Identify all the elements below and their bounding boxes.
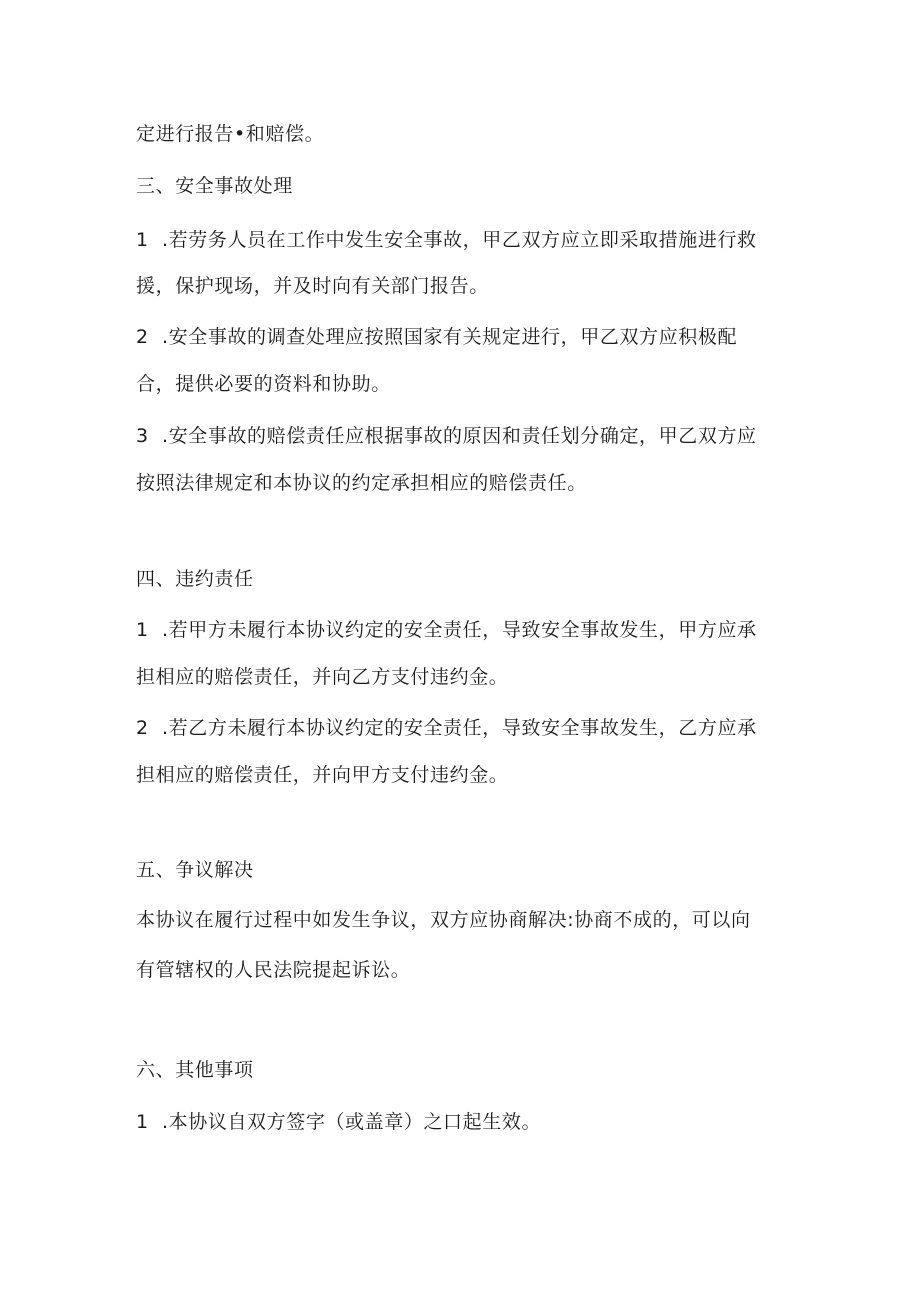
dispute-paragraph-line-1: 本协议在履行过程中如发生争议，双方应协商解决:协商不成的，可以向 (136, 909, 751, 931)
clause-3-3-line-2: 按照法律规定和本协议的约定承担相应的赔偿责任。 (136, 472, 587, 494)
clause-number: 2 (136, 717, 149, 739)
clause-text: .若乙方未履行本协议约定的安全责任，导致安全事故发生，乙方应承 (162, 717, 757, 739)
clause-text: .安全事故的调查处理应按照国家有关规定进行，甲乙双方应积极配 (162, 326, 738, 348)
section-heading-4: 四、违约责任 (136, 568, 254, 590)
section-heading-5: 五、争议解决 (136, 859, 254, 881)
clause-4-1-line-1 (136, 618, 757, 642)
clause-6-1-line-1 (136, 1110, 541, 1134)
clause-3-3-line-1 (136, 424, 757, 448)
clause-number: 3 (136, 425, 149, 447)
clause-3-2-line-1 (136, 325, 737, 349)
clause-4-1-line-2: 担相应的赔偿责任，并向乙方支付违约金。 (136, 666, 509, 688)
clause-text: .本协议自双方签字（或盖章）之口起生效。 (162, 1111, 542, 1133)
clause-number: 1 (136, 229, 149, 251)
clause-4-2-line-1 (136, 716, 757, 740)
clause-number: 1 (136, 1111, 149, 1133)
clause-text: .若劳务人员在工作中发生安全事故，甲乙双方应立即采取措施进行救 (162, 229, 757, 251)
dispute-paragraph-line-2: 有管辖权的人民法院提起诉讼。 (136, 959, 411, 981)
intro-tail-line: 定进行报告•和赔偿。 (136, 123, 325, 145)
clause-3-2-line-2: 合，提供必要的资料和协助。 (136, 373, 391, 395)
clause-4-2-line-2: 担相应的赔偿责任，并向甲方支付违约金。 (136, 764, 509, 786)
section-heading-6: 六、其他事项 (136, 1059, 254, 1081)
clause-text: .若甲方未履行本协议约定的安全责任，导致安全事故发生，甲方应承 (162, 619, 757, 641)
clause-number: 1 (136, 619, 149, 641)
clause-number: 2 (136, 326, 149, 348)
clause-text: .安全事故的赔偿责任应根据事故的原因和责任划分确定，甲乙双方应 (162, 425, 757, 447)
section-heading-3: 三、安全事故处理 (136, 175, 293, 197)
clause-3-1-line-1 (136, 228, 757, 252)
clause-3-1-line-2: 援，保护现场，并及时向有关部门报告。 (136, 275, 489, 297)
